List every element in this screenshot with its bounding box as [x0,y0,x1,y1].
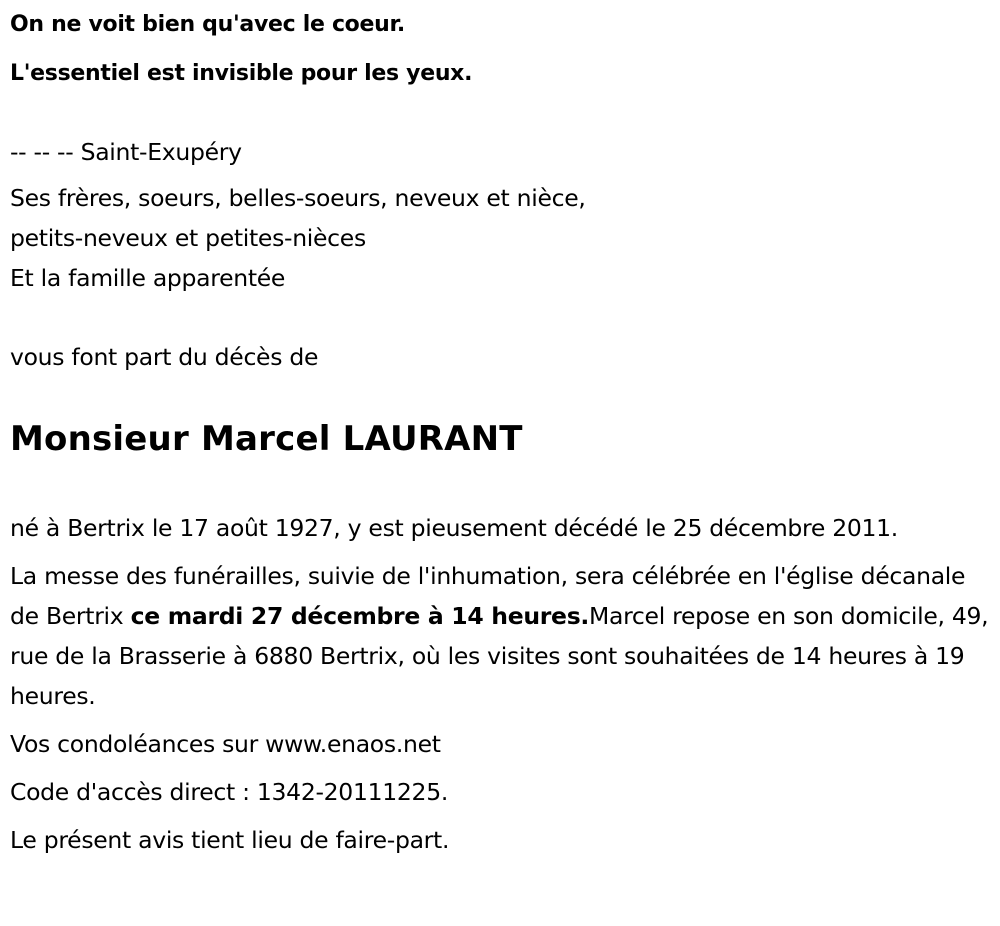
access-code-text: Code d'accès direct : 1342-20111225. [10,778,449,806]
announcement-text: vous font part du décès de [10,343,319,371]
funeral-text-before: La messe des funérailles, suivie de l'inhumation, sera célébrée en l'église décanale de Bertrix [10,562,966,630]
funeral-paragraph [10,556,990,716]
condolences-text: Vos condoléances sur www.enaos.net [10,730,441,758]
family-line-1: Ses frères, soeurs, belles-soeurs, neveux et nièce, [10,184,586,212]
family-line-2: petits-neveux et petites-nièces [10,224,366,252]
birth-death-text: né à Bertrix le 17 août 1927, y est pieusement décédé le 25 décembre 2011. [10,514,898,542]
quote-author: -- -- -- Saint-Exupéry [10,138,242,166]
family-list [10,178,990,298]
quote-line-1: On ne voit bien qu'avec le coeur. [10,12,405,37]
funeral-text-after: Marcel repose en son domicile, 49, rue de la Brasserie à 6880 Bertrix, où les visites sont souhaitées de 14 heures à 19 heures. [10,602,989,710]
deceased-name: Monsieur Marcel LAURANT [10,419,523,459]
quote-line-2: L'essentiel est invisible pour les yeux. [10,61,473,86]
funeral-date-emphasis: ce mardi 27 décembre à 14 heures. [130,602,590,630]
family-line-3: Et la famille apparentée [10,264,286,292]
closing-text: Le présent avis tient lieu de faire-part. [10,826,450,854]
